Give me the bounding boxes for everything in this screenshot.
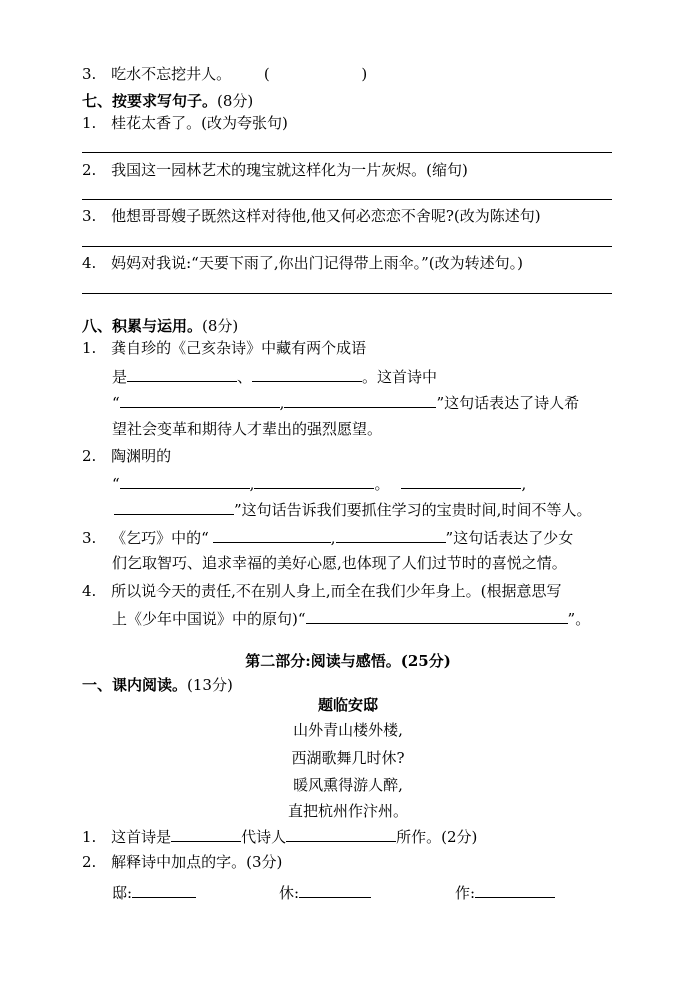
text: ,: [521, 475, 527, 493]
poem-blank-1[interactable]: [213, 527, 331, 543]
poem-blank-3[interactable]: [401, 473, 521, 489]
text: 代诗人: [241, 828, 287, 846]
s7-item-1: [82, 113, 288, 133]
item-number: 4.: [82, 254, 97, 272]
item-text: 我国这一园林艺术的瑰宝就这样化为一片灰烬。(缩句): [111, 161, 468, 179]
text: 所作。(2分): [396, 828, 478, 846]
item-number: 2.: [82, 161, 97, 179]
s7-item-2: [82, 160, 468, 180]
text: ,: [279, 394, 285, 412]
s8-q4-line1: [82, 581, 562, 601]
char-label: 作:: [455, 884, 476, 902]
define-di: [112, 882, 196, 903]
poem-blank-4[interactable]: [114, 499, 234, 515]
s7-item-3: [82, 206, 541, 226]
answer-line-4[interactable]: [82, 293, 612, 294]
define-xiu: [279, 882, 371, 903]
q3-item: [82, 64, 367, 84]
section-title: 八、积累与运用。: [82, 317, 203, 335]
char-label: 邸:: [112, 884, 133, 902]
s8-q3-line1: [82, 527, 573, 548]
item-number: 1.: [82, 339, 97, 357]
text: “: [112, 475, 120, 493]
part2-title: [0, 651, 696, 671]
s8-q2-line3: [114, 499, 591, 520]
idiom-blank-1[interactable]: [127, 366, 237, 382]
poet-blank[interactable]: [286, 826, 396, 842]
poem-blank-1[interactable]: [120, 473, 250, 489]
char-label: 休:: [279, 884, 300, 902]
item-text: 所以说今天的责任,不在别人身上,而全在我们少年身上。(根据意思写: [111, 582, 562, 600]
item-number: 3.: [82, 207, 97, 225]
text: ,: [249, 475, 255, 493]
answer-line-1[interactable]: [82, 152, 612, 153]
poem-line-4: 直把杭州作汴州。: [287, 802, 408, 820]
item-text: 龚自珍的《己亥杂诗》中藏有两个成语: [111, 339, 367, 357]
paren-close: ): [361, 65, 368, 83]
s8-q2-line1: [82, 446, 171, 466]
define-xiu-blank[interactable]: [299, 882, 371, 898]
poem-blank-2[interactable]: [254, 473, 374, 489]
poem-line-3: 暖风熏得游人醉,: [293, 776, 403, 794]
text: 这首诗是: [111, 828, 172, 846]
define-di-blank[interactable]: [132, 882, 196, 898]
poem-title: 题临安邸: [317, 696, 378, 714]
item-text: 解释诗中加点的字。(3分): [111, 853, 283, 871]
s8-q1-line3: [112, 392, 579, 413]
s8-q4-line2: [112, 608, 590, 629]
s8-q1-line4: [112, 419, 382, 439]
section-score: (8分): [217, 92, 254, 110]
s8-q3-line2: [112, 553, 567, 573]
dynasty-blank[interactable]: [171, 826, 241, 842]
section-score: (8分): [202, 317, 239, 335]
poem-line-1: 山外青山楼外楼,: [293, 721, 403, 739]
text: 。这首诗中: [362, 368, 438, 386]
p2-q1: [82, 826, 477, 847]
s8-q1-line2: [112, 366, 437, 387]
text: 上《少年中国说》中的原句)“: [112, 610, 306, 628]
text: 《乞巧》中的“: [111, 529, 209, 547]
item-number: 2.: [82, 853, 97, 871]
section-title: 一、课内阅读。: [82, 676, 188, 694]
poem-blank-1[interactable]: [120, 392, 280, 408]
text: ,: [330, 529, 336, 547]
item-text: 吃水不忘挖井人。: [111, 65, 232, 83]
text: 是: [112, 368, 128, 386]
section-title: 七、按要求写句子。: [82, 92, 218, 110]
answer-line-2[interactable]: [82, 199, 612, 200]
item-text: 陶渊明的: [111, 447, 172, 465]
s8-q2-line2: [112, 473, 526, 494]
text: “: [112, 394, 120, 412]
text: ”这句话告诉我们要抓住学习的宝贵时间,时间不等人。: [234, 501, 592, 519]
section-score: (13分): [187, 676, 233, 694]
text: 望社会变革和期待人才辈出的强烈愿望。: [112, 420, 383, 438]
p2-q2: [82, 852, 282, 872]
item-number: 1.: [82, 828, 97, 846]
text: ”这句话表达了诗人希: [436, 394, 580, 412]
part2-section1-heading: [82, 675, 233, 695]
sentence-blank[interactable]: [306, 608, 568, 624]
item-number: 3.: [82, 529, 97, 547]
item-text: 他想哥哥嫂子既然这样对待他,他又何必恋恋不舍呢?(改为陈述句): [111, 207, 541, 225]
s7-item-4: [82, 253, 523, 273]
text: 们乞取智巧、追求幸福的美好心愿,也体现了人们过节时的喜悦之情。: [112, 554, 567, 572]
text: 。: [374, 475, 390, 493]
poem-blank-2[interactable]: [284, 392, 436, 408]
poem-line-2: 西湖歌舞几时休?: [291, 749, 405, 767]
text: ”这句话表达了少女: [445, 529, 574, 547]
item-number: 1.: [82, 114, 97, 132]
text: ”。: [567, 610, 591, 628]
item-number: 4.: [82, 582, 97, 600]
section8-heading: [82, 316, 238, 336]
item-text: 妈妈对我说:“天要下雨了,你出门记得带上雨伞。”(改为转述句。): [111, 254, 523, 272]
item-number: 2.: [82, 447, 97, 465]
part-title-text: 第二部分:阅读与感悟。(25分): [245, 652, 451, 670]
define-zuo: [455, 882, 555, 903]
s8-q1-line1: [82, 338, 366, 358]
define-zuo-blank[interactable]: [475, 882, 555, 898]
poem-blank-2[interactable]: [336, 527, 446, 543]
answer-line-3[interactable]: [82, 246, 612, 247]
text: 、: [237, 368, 253, 386]
item-number: 3.: [82, 65, 97, 83]
section7-heading: [82, 91, 253, 111]
paren-open: (: [263, 65, 270, 83]
idiom-blank-2[interactable]: [252, 366, 362, 382]
item-text: 桂花太香了。(改为夸张句): [111, 114, 288, 132]
